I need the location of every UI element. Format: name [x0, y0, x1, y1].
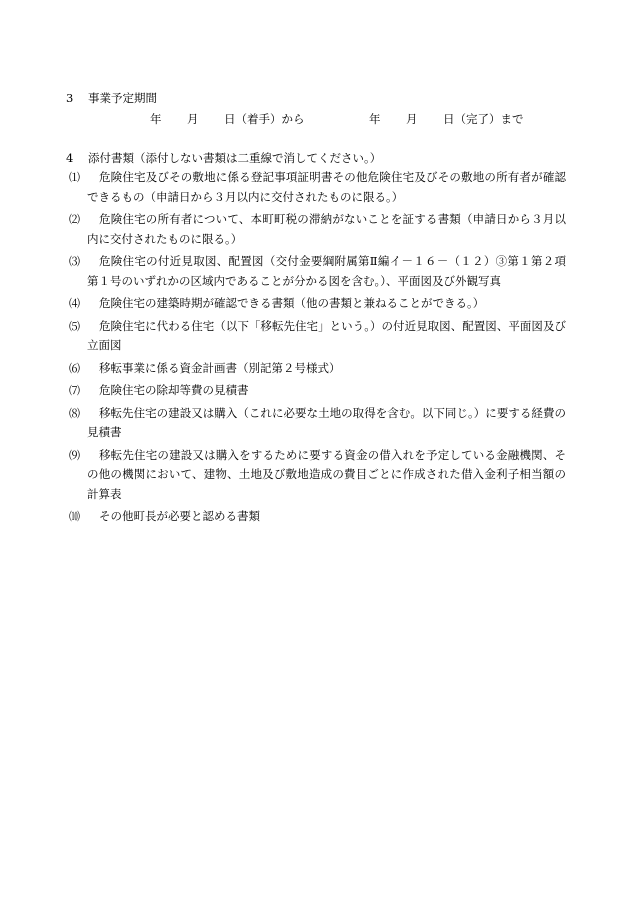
start-month-label: 月 [187, 112, 199, 126]
start-year-label: 年 [150, 112, 162, 126]
item-number: ⑺ [69, 384, 80, 397]
item-number: ⑼ [69, 448, 80, 462]
list-item [66, 294, 566, 314]
item-text: その他町長が必要と認める書類 [99, 509, 260, 523]
item-text: 危険住宅及びその敷地に係る登記事項証明書その他危険住宅及びその敷地の所有者が確認できるもの（申請日から３月以内に交付されたものに限る。） [87, 170, 566, 204]
list-item [66, 446, 566, 505]
section-3-title: 事業予定期間 [88, 91, 157, 105]
list-item [66, 168, 566, 207]
item-text: 危険住宅に代わる住宅（以下「移転先住宅」という。）の付近見取図、配置図、平面図及び立面図 [87, 318, 566, 352]
list-item [66, 252, 566, 291]
list-item [66, 317, 566, 356]
section-3-heading [66, 88, 157, 108]
list-item [66, 359, 566, 379]
end-month-label: 月 [406, 112, 418, 126]
item-text: 移転事業に係る資金計画書（別記第２号様式） [99, 360, 341, 375]
list-item [66, 210, 566, 249]
section-4-heading [66, 148, 381, 168]
item-text: 危険住宅の所有者について、本町町税の滞納がないことを証する書類（申請日から３月以内に交付されたものに限る。） [87, 212, 566, 246]
list-item [66, 381, 566, 401]
list-item [66, 404, 566, 443]
item-text: 危険住宅の建築時期が確認できる書類（他の書類と兼ねることができる。） [99, 296, 485, 310]
item-text: 移転先住宅の建設又は購入（これに必要な土地の取得を含む。以下同じ。）に要する経費の見積書 [87, 405, 566, 439]
item-number: ⑶ [69, 255, 80, 268]
section-4-number: 4 [66, 151, 74, 165]
item-number: ⑽ [69, 510, 80, 523]
list-item [66, 507, 566, 527]
section-3-number: 3 [66, 91, 74, 105]
end-day-label: 日（完了）まで [443, 112, 524, 126]
item-text: 移転先住宅の建設又は購入をするために要する資金の借入れを予定している金融機関、その他の機関において、建物、土地及び敷地造成の費目ごとに作成された借入金利子相当額の計算表 [87, 447, 566, 501]
item-number: ⑴ [69, 171, 80, 184]
section-4-title: 添付書類（添付しない書類は二重線で消してください。） [88, 151, 382, 165]
item-number: ⑻ [69, 406, 80, 420]
item-number: ⑸ [69, 319, 80, 333]
end-year-label: 年 [369, 112, 381, 126]
item-text: 危険住宅の除却等費の見積書 [99, 383, 249, 397]
item-number: ⑵ [69, 213, 80, 226]
start-day-label: 日（着手）から [224, 112, 305, 126]
item-text: 危険住宅の付近見取図、配置図（交付金要綱附属第Ⅱ編イ－１６－（１２）③第１第２項第１号のいずれかの区域内であることが分かる図を含む。）、平面図及び外観写真 [87, 254, 566, 288]
item-number: ⑷ [69, 297, 80, 310]
attachment-list [66, 168, 566, 530]
period-line [0, 109, 630, 129]
item-number: ⑹ [69, 361, 80, 375]
